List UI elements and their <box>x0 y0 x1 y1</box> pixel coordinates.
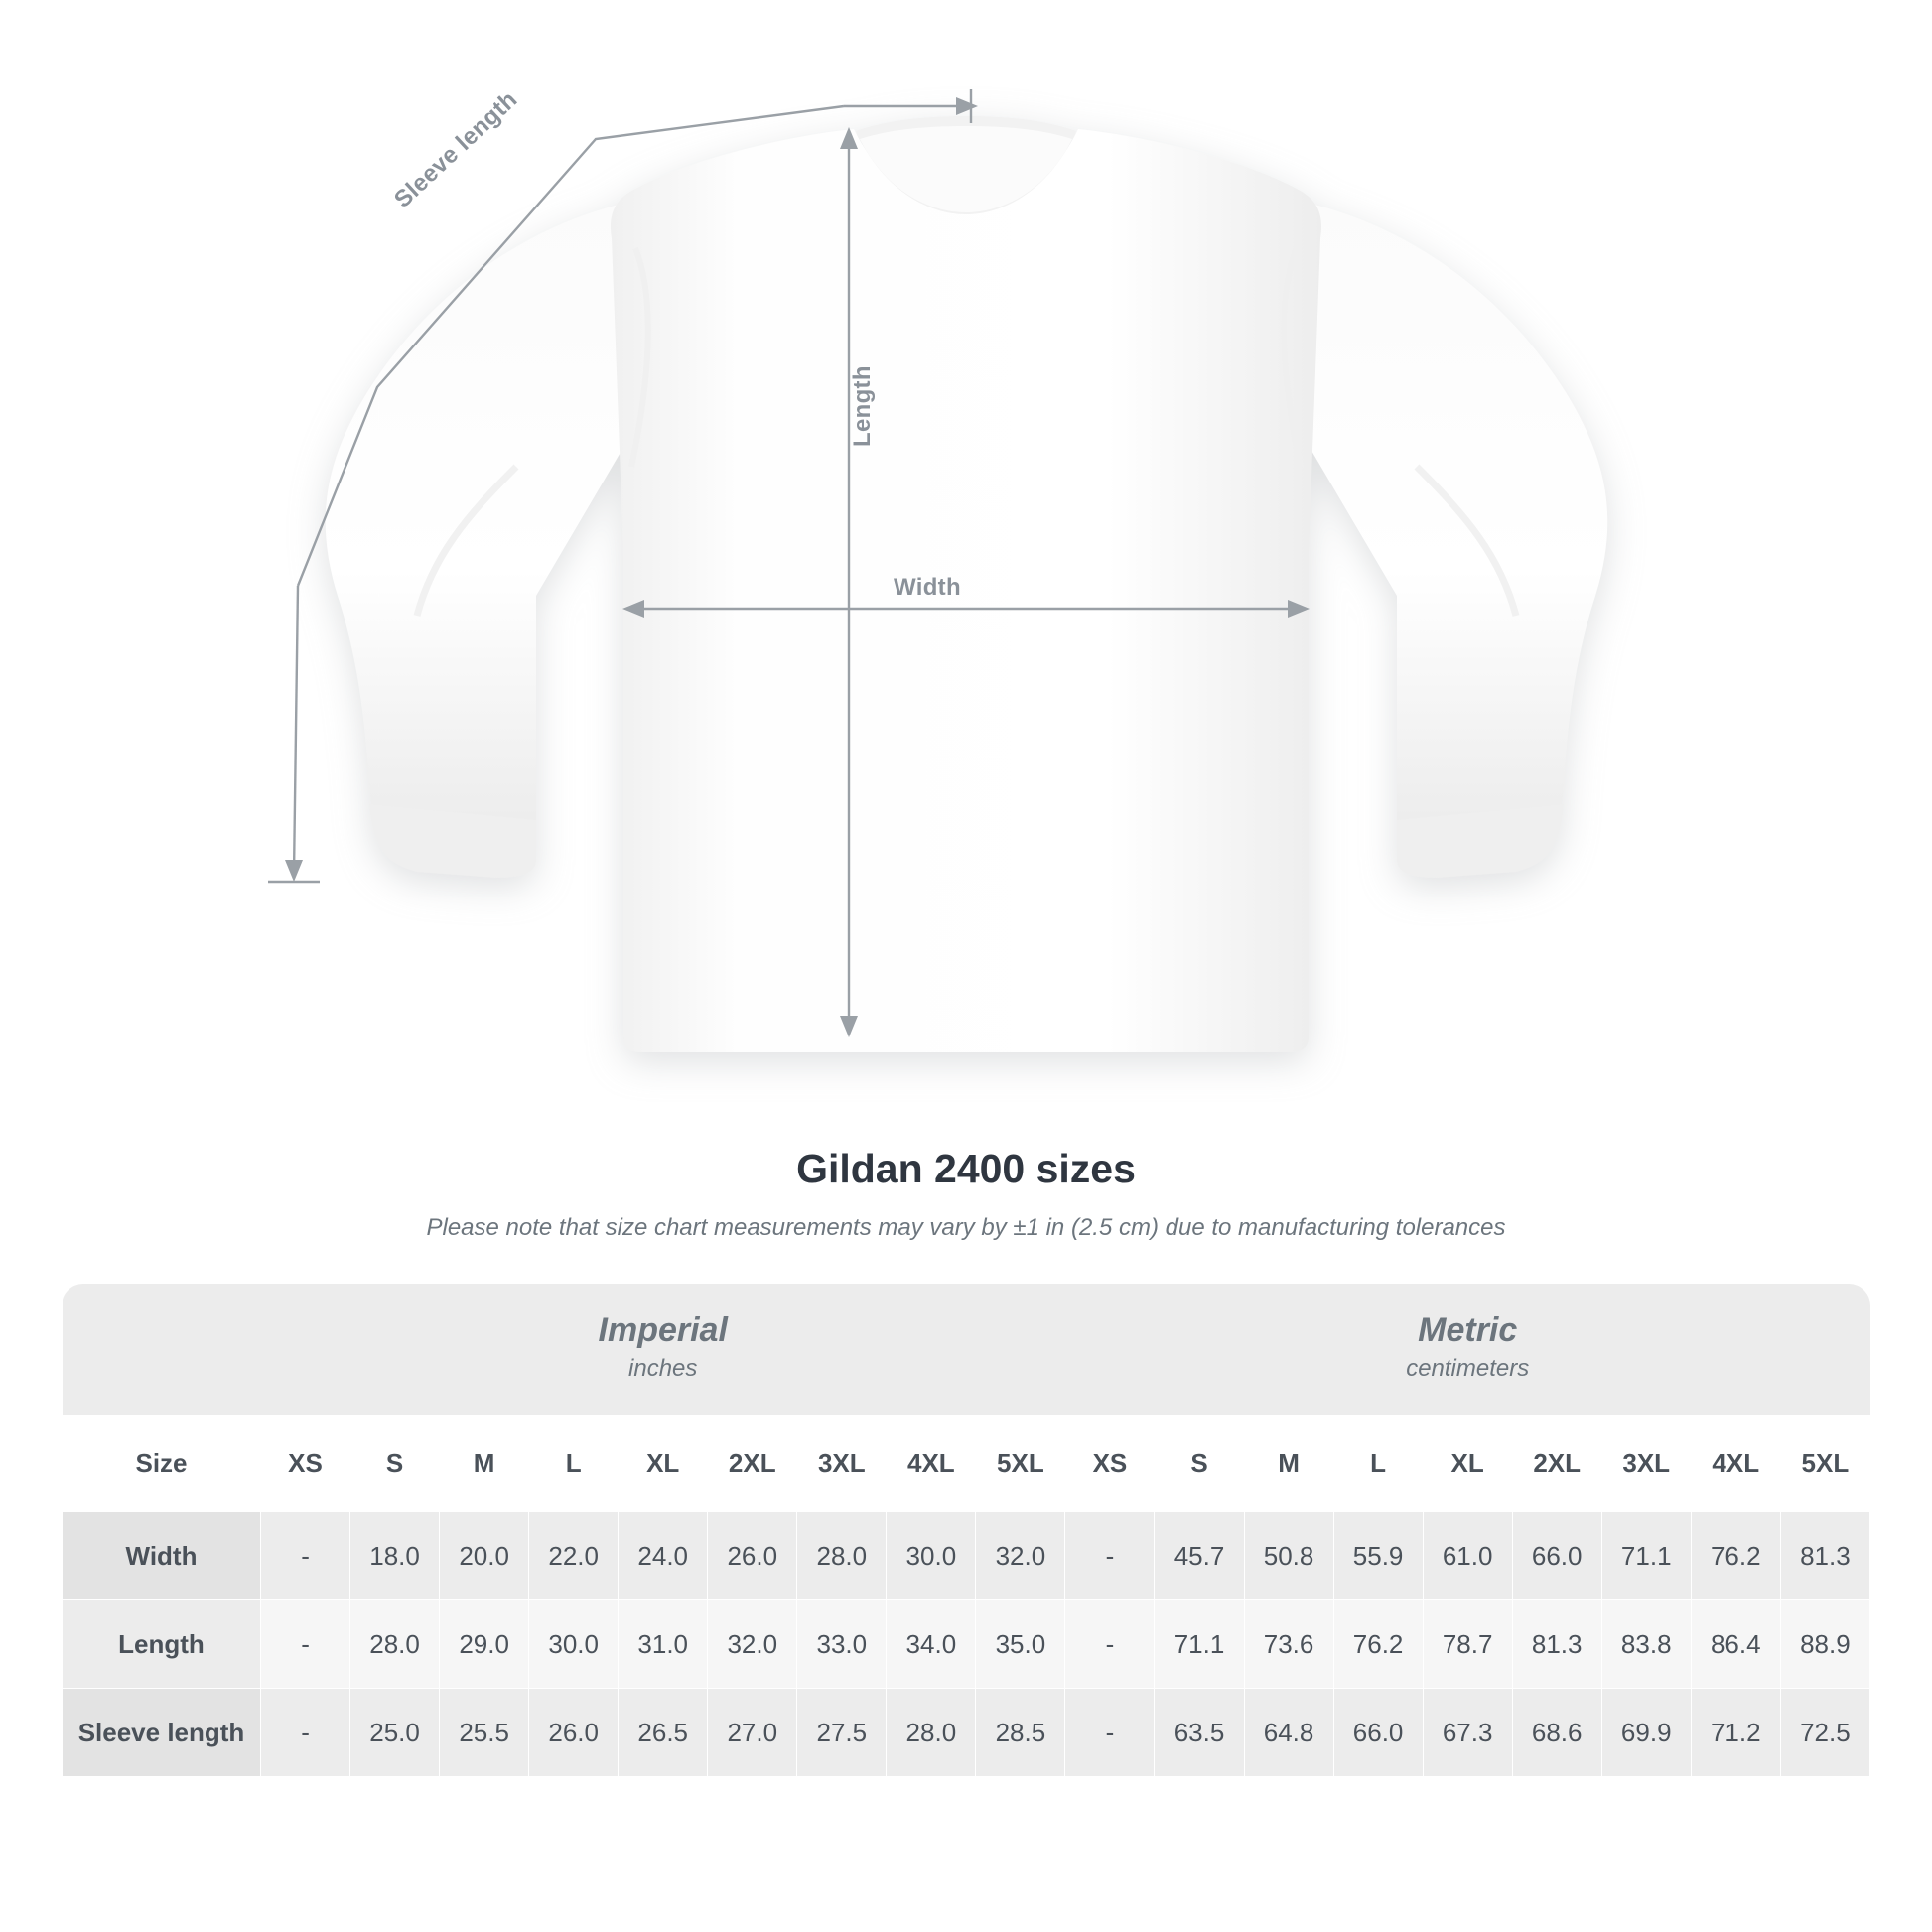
measurement-cell: 35.0 <box>976 1600 1065 1689</box>
measurement-cell: 34.0 <box>887 1600 976 1689</box>
size-column-header: L <box>1333 1416 1423 1512</box>
measurement-cell: 63.5 <box>1155 1689 1244 1777</box>
page-title: Gildan 2400 sizes <box>796 1146 1136 1191</box>
measurement-cell: 68.6 <box>1512 1689 1601 1777</box>
measurement-cell: 72.5 <box>1780 1689 1869 1777</box>
measurement-cell: 26.0 <box>529 1689 619 1777</box>
measurement-cell: - <box>261 1512 350 1600</box>
measurement-cell: 88.9 <box>1780 1600 1869 1689</box>
size-column-header: M <box>440 1416 529 1512</box>
measurement-cell: 28.0 <box>887 1689 976 1777</box>
measurement-cell: 33.0 <box>797 1600 887 1689</box>
size-chart-table <box>62 1284 1870 1777</box>
size-column-header: XL <box>619 1416 708 1512</box>
table-row <box>63 1689 1870 1777</box>
measurement-cell: 25.0 <box>350 1689 440 1777</box>
measurement-cell: - <box>1065 1689 1155 1777</box>
measurement-cell: 69.9 <box>1601 1689 1691 1777</box>
measurement-cell: 76.2 <box>1691 1512 1780 1600</box>
size-column-header: 5XL <box>976 1416 1065 1512</box>
measurement-cell: 50.8 <box>1244 1512 1333 1600</box>
measurement-cell: 28.5 <box>976 1689 1065 1777</box>
measurement-cell: 20.0 <box>440 1512 529 1600</box>
measurement-cell: 81.3 <box>1512 1600 1601 1689</box>
measurement-cell: 32.0 <box>976 1512 1065 1600</box>
measurement-cell: 86.4 <box>1691 1600 1780 1689</box>
size-column-header: 3XL <box>797 1416 887 1512</box>
unit-name-metric: Metric <box>1418 1311 1518 1350</box>
measurement-cell: - <box>1065 1600 1155 1689</box>
size-column-header: 4XL <box>887 1416 976 1512</box>
size-header-cell: Size <box>63 1416 261 1512</box>
measurement-cell: 22.0 <box>529 1512 619 1600</box>
measurement-cell: 73.6 <box>1244 1600 1333 1689</box>
size-column-header: XS <box>1065 1416 1155 1512</box>
size-column-header: XS <box>261 1416 350 1512</box>
unit-sub-imperial: inches <box>628 1354 698 1382</box>
shirt-shape <box>326 116 1607 1052</box>
measurement-cell: 45.7 <box>1155 1512 1244 1600</box>
measurement-row-label: Length <box>63 1600 261 1689</box>
size-column-header: 3XL <box>1601 1416 1691 1512</box>
measurement-cell: 30.0 <box>529 1600 619 1689</box>
measurement-cell: 64.8 <box>1244 1689 1333 1777</box>
unit-group-metric <box>1065 1284 1870 1416</box>
title-block <box>0 1146 1932 1242</box>
size-column-header: 2XL <box>1512 1416 1601 1512</box>
measurement-cell: - <box>261 1689 350 1777</box>
measurement-cell: 26.0 <box>708 1512 797 1600</box>
measurement-cell: 24.0 <box>619 1512 708 1600</box>
size-column-header: XL <box>1423 1416 1512 1512</box>
column-header-row <box>63 1416 1870 1512</box>
size-column-header: M <box>1244 1416 1333 1512</box>
measurement-cell: 18.0 <box>350 1512 440 1600</box>
measurement-cell: 83.8 <box>1601 1600 1691 1689</box>
measurement-cell: 28.0 <box>797 1512 887 1600</box>
size-column-header: 5XL <box>1780 1416 1869 1512</box>
measurement-cell: 61.0 <box>1423 1512 1512 1600</box>
measurement-cell: 26.5 <box>619 1689 708 1777</box>
size-table <box>62 1284 1870 1777</box>
measurement-cell: - <box>261 1600 350 1689</box>
measurement-cell: 76.2 <box>1333 1600 1423 1689</box>
size-column-header: 4XL <box>1691 1416 1780 1512</box>
width-dimension-label: Width <box>894 574 961 601</box>
size-column-header: S <box>1155 1416 1244 1512</box>
measurement-cell: 27.5 <box>797 1689 887 1777</box>
measurement-cell: 28.0 <box>350 1600 440 1689</box>
measurement-cell: 29.0 <box>440 1600 529 1689</box>
tolerance-note: Please note that size chart measurements may vary by ±1 in (2.5 cm) due to manufacturing tolerances <box>426 1214 1506 1241</box>
unit-name-imperial: Imperial <box>598 1311 728 1350</box>
sleeve-length-dimension-label: Sleeve length <box>389 85 523 213</box>
measurement-cell: 71.1 <box>1155 1600 1244 1689</box>
measurement-cell: 55.9 <box>1333 1512 1423 1600</box>
measurement-cell: 66.0 <box>1512 1512 1601 1600</box>
measurement-cell: 71.1 <box>1601 1512 1691 1600</box>
unit-header-row <box>63 1284 1870 1416</box>
measurement-cell: 32.0 <box>708 1600 797 1689</box>
measurement-cell: 31.0 <box>619 1600 708 1689</box>
measurement-cell: 30.0 <box>887 1512 976 1600</box>
measurement-cell: - <box>1065 1512 1155 1600</box>
size-column-header: 2XL <box>708 1416 797 1512</box>
measurement-row-label: Sleeve length <box>63 1689 261 1777</box>
measurement-cell: 78.7 <box>1423 1600 1512 1689</box>
unit-header-spacer <box>63 1284 261 1416</box>
measurement-cell: 25.5 <box>440 1689 529 1777</box>
table-row <box>63 1600 1870 1689</box>
size-column-header: L <box>529 1416 619 1512</box>
size-table-body <box>63 1512 1870 1777</box>
measurement-cell: 66.0 <box>1333 1689 1423 1777</box>
table-row <box>63 1512 1870 1600</box>
measurement-cell: 27.0 <box>708 1689 797 1777</box>
unit-group-imperial <box>261 1284 1065 1416</box>
size-column-header: S <box>350 1416 440 1512</box>
measurement-cell: 71.2 <box>1691 1689 1780 1777</box>
measurement-cell: 81.3 <box>1780 1512 1869 1600</box>
measurement-cell: 67.3 <box>1423 1689 1512 1777</box>
length-dimension-label: Length <box>849 365 876 447</box>
measurement-row-label: Width <box>63 1512 261 1600</box>
unit-sub-metric: centimeters <box>1406 1354 1530 1382</box>
